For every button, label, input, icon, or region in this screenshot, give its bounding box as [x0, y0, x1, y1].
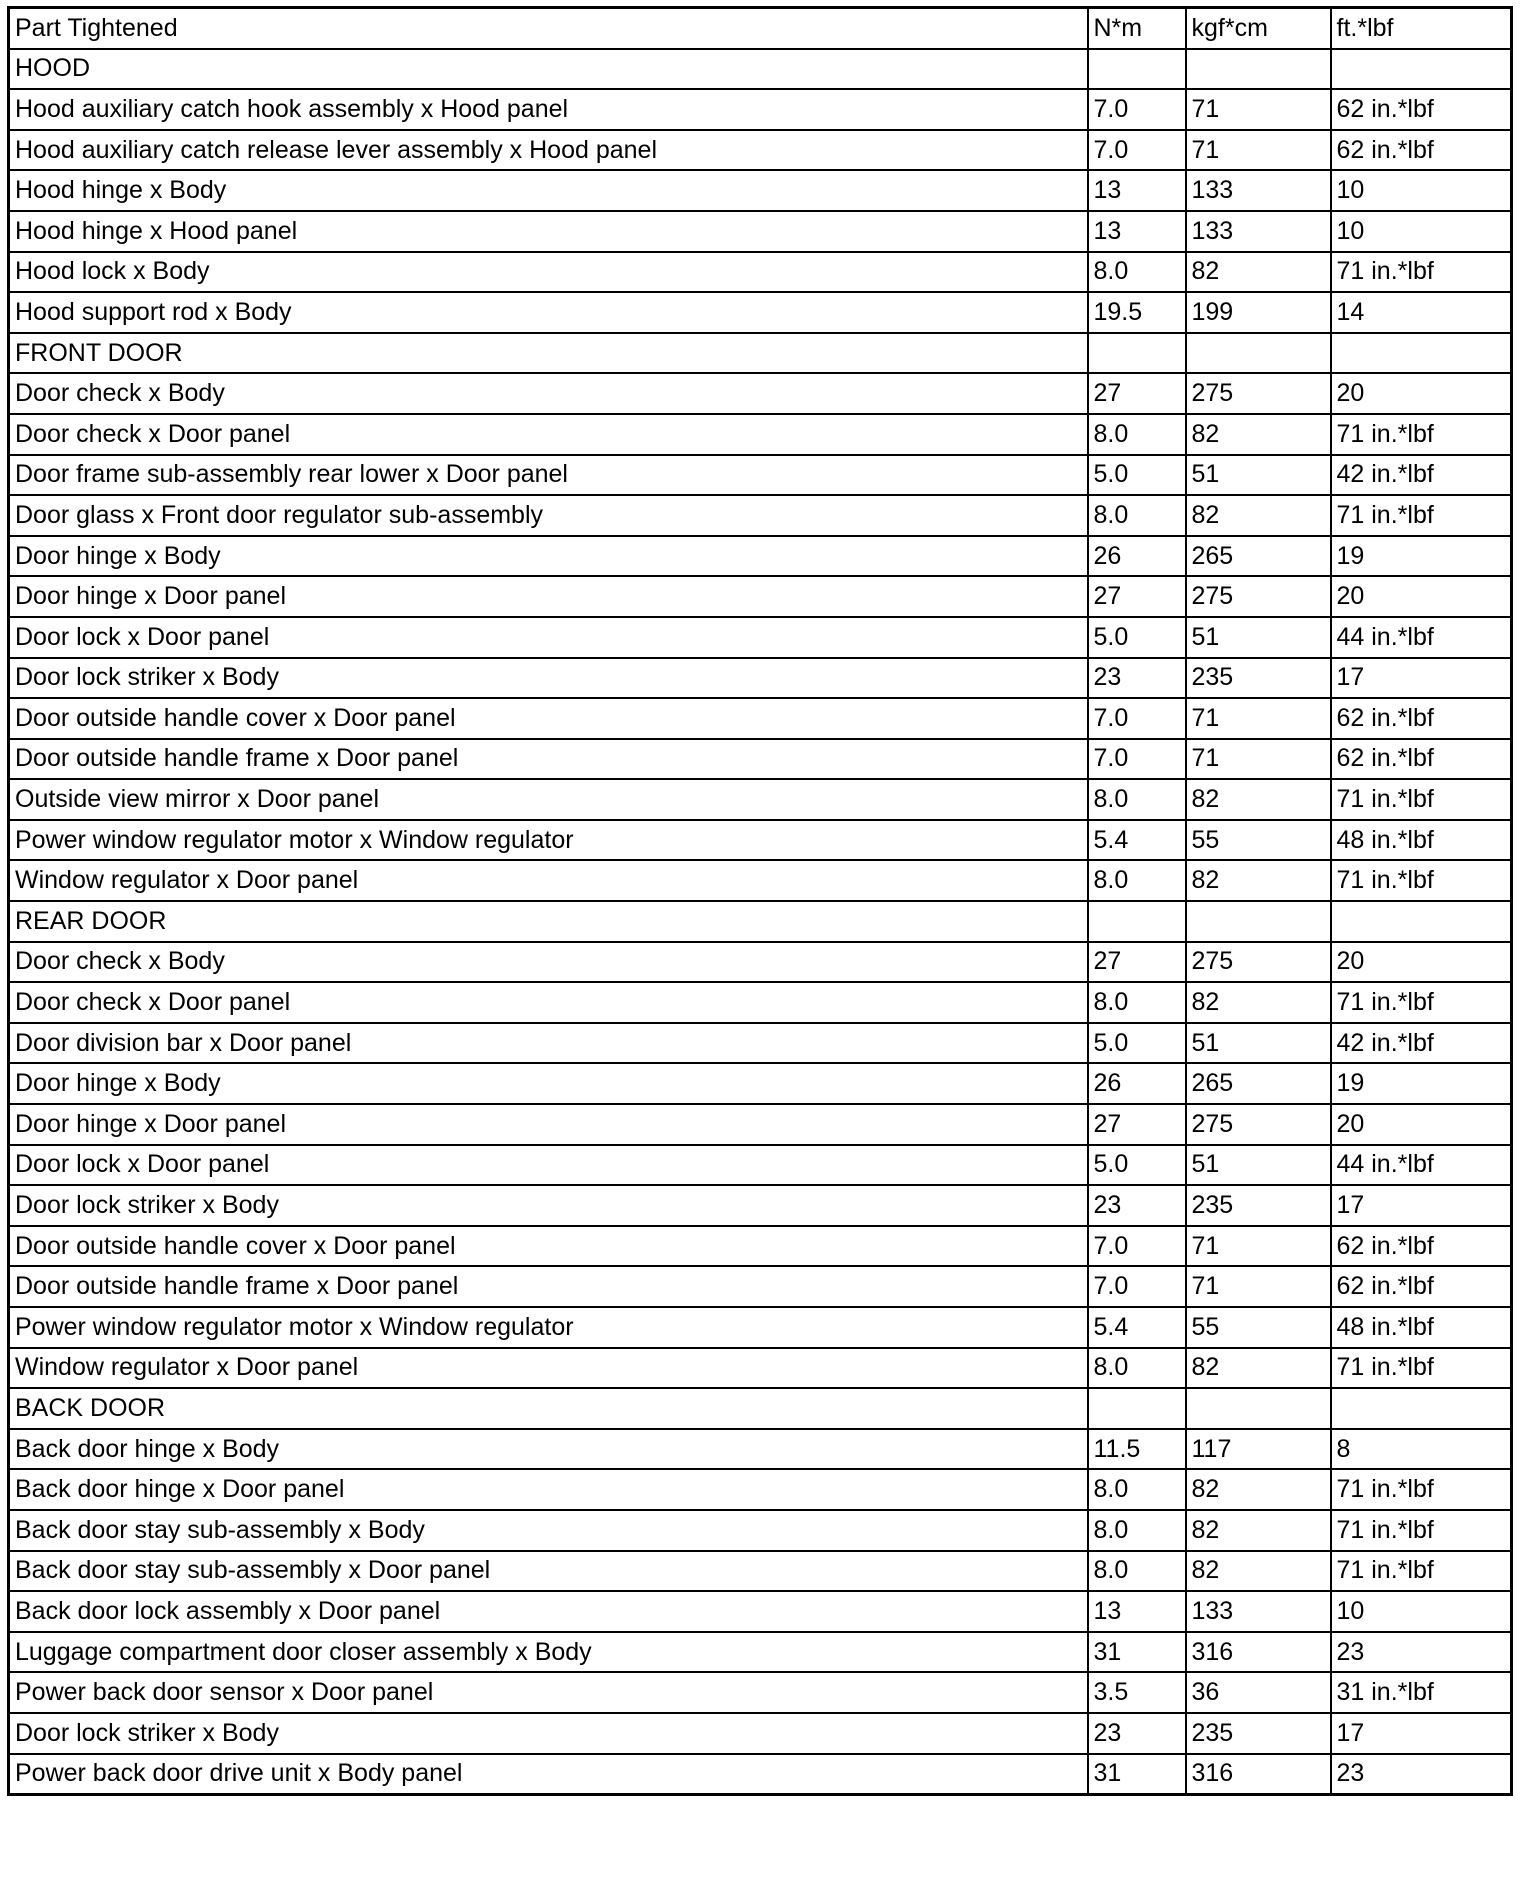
ft-value: 62 in.*lbf	[1331, 89, 1512, 130]
kgf-value: 71	[1186, 1226, 1331, 1267]
nm-value: 8.0	[1088, 982, 1186, 1023]
table-row	[9, 1713, 1512, 1754]
ft-value: 14	[1331, 292, 1512, 333]
part-cell: Window regulator x Door panel	[9, 1348, 1088, 1389]
ft-value: 71 in.*lbf	[1331, 414, 1512, 455]
section-title: FRONT DOOR	[9, 333, 1088, 374]
nm-value: 8.0	[1088, 252, 1186, 293]
ft-value: 10	[1331, 170, 1512, 211]
table-row	[9, 1632, 1512, 1673]
table-row	[9, 1307, 1512, 1348]
part-cell: Back door hinge x Door panel	[9, 1469, 1088, 1510]
empty-cell	[1088, 333, 1186, 374]
part-cell: Hood auxiliary catch release lever assembly x Hood panel	[9, 130, 1088, 171]
part-cell: Door check x Door panel	[9, 982, 1088, 1023]
part-cell: Door frame sub-assembly rear lower x Door panel	[9, 455, 1088, 496]
table-row	[9, 414, 1512, 455]
kgf-value: 275	[1186, 576, 1331, 617]
nm-value: 27	[1088, 942, 1186, 983]
table-row	[9, 292, 1512, 333]
ft-value: 8	[1331, 1429, 1512, 1470]
empty-cell	[1331, 901, 1512, 942]
nm-value: 27	[1088, 576, 1186, 617]
table-row	[9, 1226, 1512, 1267]
empty-cell	[1331, 1388, 1512, 1429]
ft-value: 48 in.*lbf	[1331, 1307, 1512, 1348]
part-cell: Power window regulator motor x Window regulator	[9, 820, 1088, 861]
table-row	[9, 658, 1512, 699]
kgf-value: 55	[1186, 1307, 1331, 1348]
table-row	[9, 1185, 1512, 1226]
nm-value: 27	[1088, 1104, 1186, 1145]
part-cell: Door lock striker x Body	[9, 1713, 1088, 1754]
nm-value: 8.0	[1088, 1469, 1186, 1510]
section-title: BACK DOOR	[9, 1388, 1088, 1429]
nm-value: 26	[1088, 536, 1186, 577]
kgf-value: 265	[1186, 1063, 1331, 1104]
empty-cell	[1331, 333, 1512, 374]
nm-value: 11.5	[1088, 1429, 1186, 1470]
table-row	[9, 739, 1512, 780]
part-cell: Hood auxiliary catch hook assembly x Hood panel	[9, 89, 1088, 130]
kgf-value: 82	[1186, 1551, 1331, 1592]
nm-value: 31	[1088, 1754, 1186, 1795]
ft-value: 71 in.*lbf	[1331, 1551, 1512, 1592]
ft-value: 23	[1331, 1754, 1512, 1795]
table-row	[9, 1348, 1512, 1389]
table-row	[9, 373, 1512, 414]
kgf-value: 133	[1186, 170, 1331, 211]
kgf-value: 199	[1186, 292, 1331, 333]
table-row	[9, 1754, 1512, 1795]
ft-value: 31 in.*lbf	[1331, 1672, 1512, 1713]
kgf-value: 82	[1186, 779, 1331, 820]
kgf-value: 82	[1186, 1348, 1331, 1389]
nm-value: 13	[1088, 170, 1186, 211]
part-cell: Back door hinge x Body	[9, 1429, 1088, 1470]
table-row	[9, 1510, 1512, 1551]
nm-value: 7.0	[1088, 1226, 1186, 1267]
ft-value: 20	[1331, 942, 1512, 983]
nm-value: 8.0	[1088, 1510, 1186, 1551]
table-row	[9, 170, 1512, 211]
kgf-value: 82	[1186, 1510, 1331, 1551]
ft-value: 20	[1331, 576, 1512, 617]
empty-cell	[1088, 901, 1186, 942]
nm-value: 8.0	[1088, 495, 1186, 536]
nm-value: 23	[1088, 1713, 1186, 1754]
kgf-value: 55	[1186, 820, 1331, 861]
header-ft-lbf: ft.*lbf	[1331, 8, 1512, 49]
ft-value: 10	[1331, 211, 1512, 252]
section-title: REAR DOOR	[9, 901, 1088, 942]
ft-value: 62 in.*lbf	[1331, 739, 1512, 780]
kgf-value: 133	[1186, 1591, 1331, 1632]
ft-value: 19	[1331, 1063, 1512, 1104]
part-cell: Window regulator x Door panel	[9, 860, 1088, 901]
table-row	[9, 617, 1512, 658]
nm-value: 31	[1088, 1632, 1186, 1673]
ft-value: 23	[1331, 1632, 1512, 1673]
part-cell: Door hinge x Body	[9, 536, 1088, 577]
ft-value: 19	[1331, 536, 1512, 577]
part-cell: Door outside handle cover x Door panel	[9, 698, 1088, 739]
part-cell: Power back door sensor x Door panel	[9, 1672, 1088, 1713]
table-body	[9, 49, 1512, 1795]
nm-value: 27	[1088, 373, 1186, 414]
empty-cell	[1186, 901, 1331, 942]
nm-value: 13	[1088, 211, 1186, 252]
table-row	[9, 1023, 1512, 1064]
empty-cell	[1331, 49, 1512, 90]
ft-value: 62 in.*lbf	[1331, 1266, 1512, 1307]
table-row	[9, 1672, 1512, 1713]
ft-value: 10	[1331, 1591, 1512, 1632]
table-row	[9, 820, 1512, 861]
table-row	[9, 1063, 1512, 1104]
kgf-value: 265	[1186, 536, 1331, 577]
nm-value: 23	[1088, 658, 1186, 699]
table-row	[9, 779, 1512, 820]
kgf-value: 51	[1186, 1023, 1331, 1064]
ft-value: 71 in.*lbf	[1331, 779, 1512, 820]
nm-value: 13	[1088, 1591, 1186, 1632]
nm-value: 23	[1088, 1185, 1186, 1226]
empty-cell	[1088, 1388, 1186, 1429]
table-row	[9, 1429, 1512, 1470]
ft-value: 20	[1331, 1104, 1512, 1145]
kgf-value: 235	[1186, 658, 1331, 699]
kgf-value: 82	[1186, 1469, 1331, 1510]
table-row	[9, 698, 1512, 739]
ft-value: 71 in.*lbf	[1331, 252, 1512, 293]
ft-value: 17	[1331, 1185, 1512, 1226]
ft-value: 71 in.*lbf	[1331, 495, 1512, 536]
table-row	[9, 1469, 1512, 1510]
part-cell: Outside view mirror x Door panel	[9, 779, 1088, 820]
part-cell: Hood support rod x Body	[9, 292, 1088, 333]
torque-specification-table	[7, 6, 1513, 1796]
table-row	[9, 1104, 1512, 1145]
kgf-value: 71	[1186, 89, 1331, 130]
nm-value: 5.4	[1088, 820, 1186, 861]
part-cell: Hood hinge x Hood panel	[9, 211, 1088, 252]
part-cell: Hood lock x Body	[9, 252, 1088, 293]
ft-value: 17	[1331, 1713, 1512, 1754]
table-row	[9, 1145, 1512, 1186]
table-row	[9, 1551, 1512, 1592]
kgf-value: 82	[1186, 860, 1331, 901]
section-header-row	[9, 901, 1512, 942]
nm-value: 7.0	[1088, 130, 1186, 171]
section-header-row	[9, 1388, 1512, 1429]
nm-value: 26	[1088, 1063, 1186, 1104]
kgf-value: 235	[1186, 1185, 1331, 1226]
header-kgf-cm: kgf*cm	[1186, 8, 1331, 49]
kgf-value: 117	[1186, 1429, 1331, 1470]
part-cell: Door check x Door panel	[9, 414, 1088, 455]
table-row	[9, 252, 1512, 293]
ft-value: 71 in.*lbf	[1331, 982, 1512, 1023]
nm-value: 8.0	[1088, 1551, 1186, 1592]
kgf-value: 71	[1186, 739, 1331, 780]
table-row	[9, 982, 1512, 1023]
empty-cell	[1186, 1388, 1331, 1429]
nm-value: 19.5	[1088, 292, 1186, 333]
table-row	[9, 576, 1512, 617]
part-cell: Back door stay sub-assembly x Body	[9, 1510, 1088, 1551]
empty-cell	[1088, 49, 1186, 90]
kgf-value: 51	[1186, 1145, 1331, 1186]
table-header	[9, 8, 1512, 49]
ft-value: 42 in.*lbf	[1331, 1023, 1512, 1064]
part-cell: Back door lock assembly x Door panel	[9, 1591, 1088, 1632]
ft-value: 71 in.*lbf	[1331, 1469, 1512, 1510]
kgf-value: 51	[1186, 455, 1331, 496]
nm-value: 5.0	[1088, 455, 1186, 496]
part-cell: Door hinge x Door panel	[9, 576, 1088, 617]
kgf-value: 51	[1186, 617, 1331, 658]
part-cell: Door lock striker x Body	[9, 1185, 1088, 1226]
part-cell: Door check x Body	[9, 373, 1088, 414]
nm-value: 7.0	[1088, 739, 1186, 780]
part-cell: Door outside handle frame x Door panel	[9, 1266, 1088, 1307]
part-cell: Hood hinge x Body	[9, 170, 1088, 211]
ft-value: 44 in.*lbf	[1331, 617, 1512, 658]
empty-cell	[1186, 49, 1331, 90]
part-cell: Door division bar x Door panel	[9, 1023, 1088, 1064]
table-row	[9, 130, 1512, 171]
kgf-value: 36	[1186, 1672, 1331, 1713]
kgf-value: 275	[1186, 1104, 1331, 1145]
table-row	[9, 860, 1512, 901]
section-header-row	[9, 49, 1512, 90]
nm-value: 5.0	[1088, 1023, 1186, 1064]
part-cell: Door lock x Door panel	[9, 617, 1088, 658]
table-row	[9, 1266, 1512, 1307]
nm-value: 5.0	[1088, 617, 1186, 658]
ft-value: 17	[1331, 658, 1512, 699]
nm-value: 5.4	[1088, 1307, 1186, 1348]
table-row	[9, 1591, 1512, 1632]
ft-value: 71 in.*lbf	[1331, 1510, 1512, 1551]
ft-value: 20	[1331, 373, 1512, 414]
ft-value: 71 in.*lbf	[1331, 860, 1512, 901]
kgf-value: 235	[1186, 1713, 1331, 1754]
header-row	[9, 8, 1512, 49]
kgf-value: 133	[1186, 211, 1331, 252]
kgf-value: 82	[1186, 495, 1331, 536]
nm-value: 3.5	[1088, 1672, 1186, 1713]
nm-value: 8.0	[1088, 414, 1186, 455]
kgf-value: 82	[1186, 414, 1331, 455]
part-cell: Door lock x Door panel	[9, 1145, 1088, 1186]
table-row	[9, 495, 1512, 536]
kgf-value: 82	[1186, 982, 1331, 1023]
part-cell: Door outside handle cover x Door panel	[9, 1226, 1088, 1267]
nm-value: 8.0	[1088, 860, 1186, 901]
kgf-value: 275	[1186, 373, 1331, 414]
ft-value: 42 in.*lbf	[1331, 455, 1512, 496]
ft-value: 44 in.*lbf	[1331, 1145, 1512, 1186]
header-newton-meter: N*m	[1088, 8, 1186, 49]
ft-value: 71 in.*lbf	[1331, 1348, 1512, 1389]
part-cell: Power back door drive unit x Body panel	[9, 1754, 1088, 1795]
table-row	[9, 536, 1512, 577]
part-cell: Power window regulator motor x Window regulator	[9, 1307, 1088, 1348]
part-cell: Door lock striker x Body	[9, 658, 1088, 699]
table-row	[9, 455, 1512, 496]
ft-value: 62 in.*lbf	[1331, 130, 1512, 171]
kgf-value: 71	[1186, 130, 1331, 171]
part-cell: Door check x Body	[9, 942, 1088, 983]
kgf-value: 71	[1186, 698, 1331, 739]
ft-value: 48 in.*lbf	[1331, 820, 1512, 861]
table-row	[9, 89, 1512, 130]
part-cell: Door outside handle frame x Door panel	[9, 739, 1088, 780]
section-title: HOOD	[9, 49, 1088, 90]
ft-value: 62 in.*lbf	[1331, 1226, 1512, 1267]
part-cell: Door hinge x Door panel	[9, 1104, 1088, 1145]
section-header-row	[9, 333, 1512, 374]
nm-value: 7.0	[1088, 698, 1186, 739]
part-cell: Door hinge x Body	[9, 1063, 1088, 1104]
nm-value: 8.0	[1088, 779, 1186, 820]
header-part-tightened: Part Tightened	[9, 8, 1088, 49]
empty-cell	[1186, 333, 1331, 374]
kgf-value: 316	[1186, 1632, 1331, 1673]
ft-value: 62 in.*lbf	[1331, 698, 1512, 739]
part-cell: Back door stay sub-assembly x Door panel	[9, 1551, 1088, 1592]
part-cell: Luggage compartment door closer assembly x Body	[9, 1632, 1088, 1673]
part-cell: Door glass x Front door regulator sub-assembly	[9, 495, 1088, 536]
nm-value: 8.0	[1088, 1348, 1186, 1389]
kgf-value: 316	[1186, 1754, 1331, 1795]
table-row	[9, 211, 1512, 252]
kgf-value: 275	[1186, 942, 1331, 983]
kgf-value: 71	[1186, 1266, 1331, 1307]
table-row	[9, 942, 1512, 983]
nm-value: 7.0	[1088, 1266, 1186, 1307]
nm-value: 5.0	[1088, 1145, 1186, 1186]
nm-value: 7.0	[1088, 89, 1186, 130]
kgf-value: 82	[1186, 252, 1331, 293]
